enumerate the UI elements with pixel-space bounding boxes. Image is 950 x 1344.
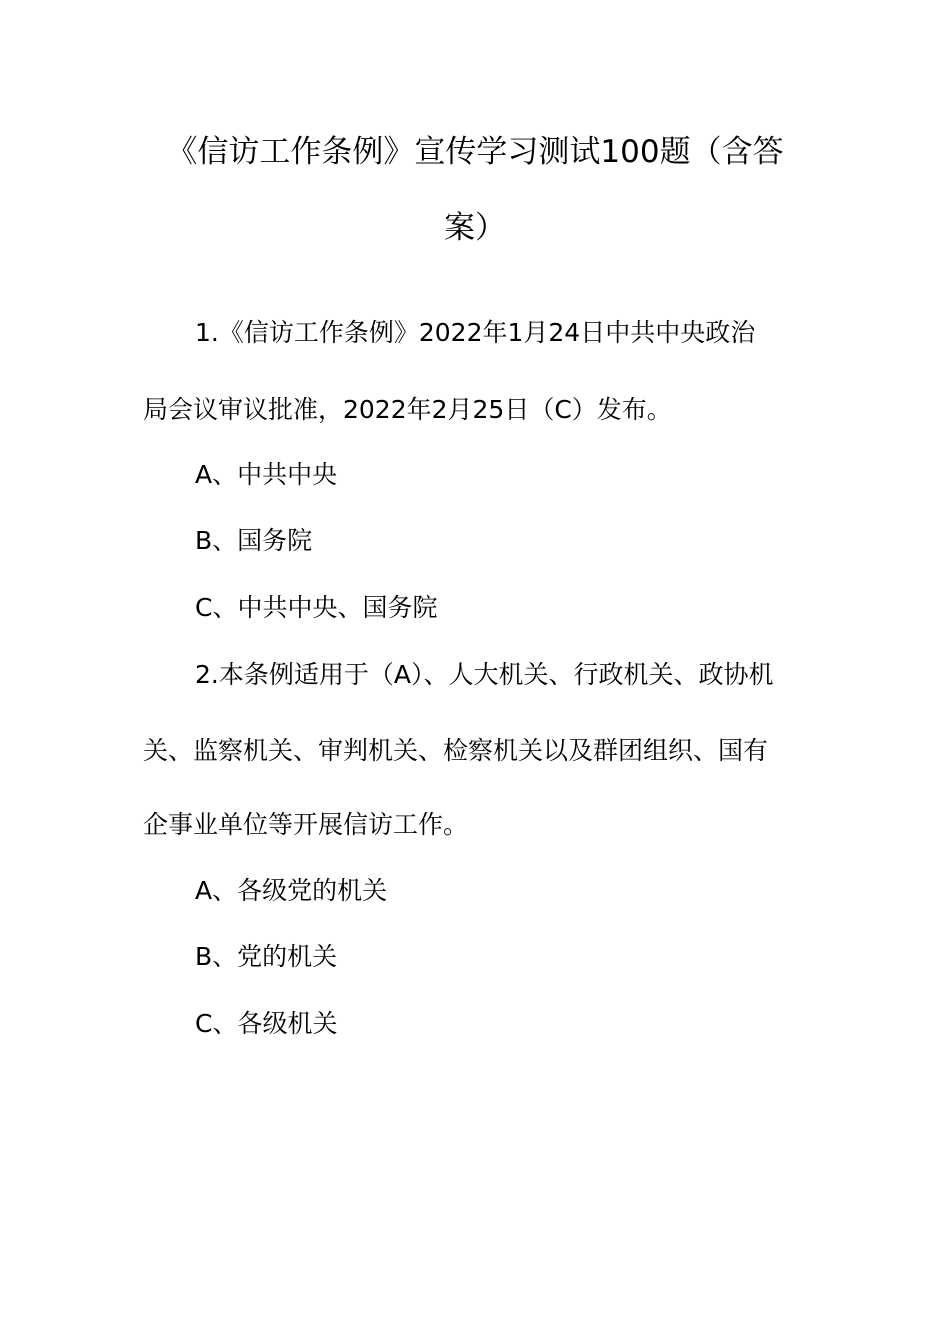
question-2-text-line-2: 关、监察机关、审判机关、检察机关以及群团组织、国有: [143, 736, 769, 765]
question-1-option-b: B、国务院: [195, 526, 313, 555]
document-title-line-2: 案）: [444, 210, 506, 246]
question-1-text-line-2: 局会议审议批准，2022年2月25日（C）发布。: [143, 395, 672, 424]
question-1-option-c: C、中共中央、国务院: [195, 593, 438, 622]
question-2-option-c: C、各级机关: [195, 1009, 338, 1038]
question-1-option-a: A、中共中央: [195, 460, 338, 489]
document-title-line-1: 《信访工作条例》宣传学习测试100题（含答: [166, 134, 784, 170]
question-2-option-b: B、党的机关: [195, 942, 338, 971]
question-2-option-a: A、各级党的机关: [195, 876, 388, 905]
question-1-text-line-1: 1.《信访工作条例》2022年1月24日中共中央政治: [195, 318, 756, 347]
question-2-text-line-1: 2.本条例适用于（A）、人大机关、行政机关、政协机: [195, 660, 774, 689]
question-2-text-line-3: 企事业单位等开展信访工作。: [143, 810, 469, 839]
